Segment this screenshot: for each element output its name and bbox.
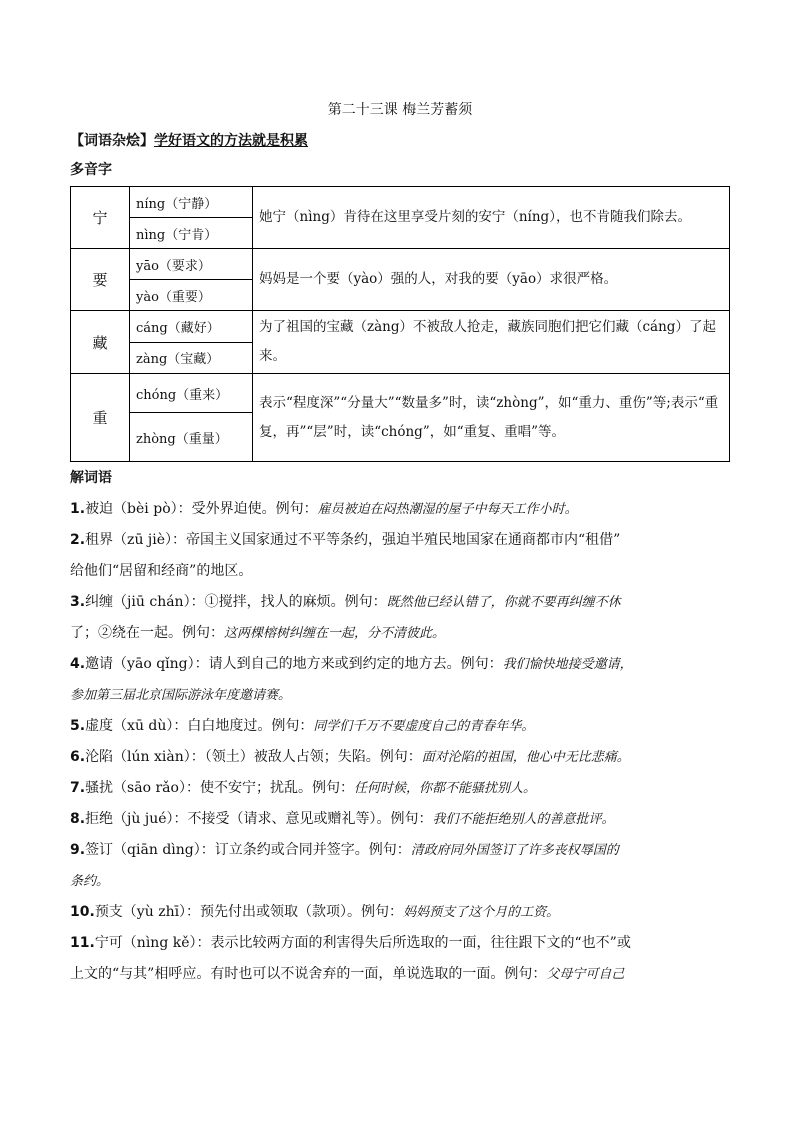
table-row bbox=[71, 311, 730, 343]
item-number: 3. bbox=[70, 594, 86, 610]
list-item bbox=[70, 742, 730, 773]
list-item bbox=[70, 928, 730, 959]
item-definition: 了；②绕在一起。例句： bbox=[70, 625, 224, 641]
item-number: 9. bbox=[70, 842, 86, 858]
poly-char: 重 bbox=[71, 374, 130, 462]
item-number: 7. bbox=[70, 780, 86, 796]
list-item bbox=[70, 587, 730, 618]
table-row bbox=[71, 187, 730, 218]
item-example: 面对沦陷的祖国，他心中无比悲痛。 bbox=[421, 750, 630, 765]
poly-reading: yào（重要） bbox=[130, 280, 253, 311]
item-definition: 纠缠（jiū chán）：①搅拌，找人的麻烦。例句： bbox=[85, 594, 387, 610]
poly-reading: zàng（宝藏） bbox=[130, 342, 253, 374]
item-example: 我们愉快地接受邀请， bbox=[502, 657, 633, 672]
page bbox=[70, 100, 730, 990]
list-item bbox=[70, 525, 730, 556]
list-item bbox=[70, 680, 730, 711]
list-item bbox=[70, 773, 730, 804]
poly-example: 为了祖国的宝藏（zàng）不被敌人抢走，藏族同胞们把它们藏（cáng）了起来。 bbox=[253, 311, 730, 374]
list-item bbox=[70, 711, 730, 742]
item-definition: 拒绝（jù jué）：不接受（请求、意见或赠礼等）。例句： bbox=[85, 811, 433, 827]
item-definition: 沦陷（lún xiàn）：（领土）被敌人占领；失陷。例句： bbox=[85, 749, 422, 765]
list-item bbox=[70, 959, 730, 990]
poly-example: 表示“程度深”“分量大”“数量多”时，读“zhòng”，如“重力、重伤”等;表示“重复，再”“层”时，读“chóng”，如“重复、重唱”等。 bbox=[253, 374, 730, 462]
glossary bbox=[70, 468, 730, 990]
item-example: 妈妈预支了这个月的工资。 bbox=[403, 905, 560, 920]
table-row bbox=[71, 249, 730, 280]
item-number: 1. bbox=[70, 501, 86, 517]
item-number: 4. bbox=[70, 656, 86, 672]
item-example: 参加第三届北京国际游泳年度邀请赛。 bbox=[70, 688, 292, 703]
glossary-list bbox=[70, 494, 730, 990]
poly-reading: cáng（藏好） bbox=[130, 311, 253, 343]
item-definition: 给他们“居留和经商”的地区。 bbox=[70, 563, 253, 579]
item-definition: 宁可（nìng kě）：表示比较两方面的利害得失后所选取的一面，往往跟下文的“也不”或 bbox=[94, 935, 631, 951]
poly-example: 她宁（nìng）肯待在这里享受片刻的安宁（níng），也不肯随我们除去。 bbox=[253, 187, 730, 249]
polyphone-table bbox=[70, 186, 730, 462]
item-example: 父母宁可自己 bbox=[546, 967, 625, 982]
list-item bbox=[70, 835, 730, 866]
item-example: 条约。 bbox=[70, 874, 110, 889]
list-item bbox=[70, 618, 730, 649]
item-example: 同学们千万不要虚度自己的青春年华。 bbox=[313, 719, 535, 734]
item-definition: 邀请（yāo qǐng）：请人到自己的地方来或到约定的地方去。例句： bbox=[85, 656, 503, 672]
item-example: 这两棵榕树纠缠在一起，分不清彼此。 bbox=[224, 626, 446, 641]
item-number: 10. bbox=[70, 904, 95, 920]
item-definition: 被迫（bèi pò）：受外界迫使。例句： bbox=[85, 501, 318, 517]
item-example: 雇员被迫在闷热潮湿的屋子中每天工作小时。 bbox=[317, 502, 578, 517]
list-item bbox=[70, 804, 730, 835]
item-definition: 预支（yù zhī）：预先付出或领取（款项）。例句： bbox=[94, 904, 404, 920]
table-row bbox=[71, 374, 730, 413]
item-definition: 上文的“与其”相呼应。有时也可以不说舍弃的一面，单说选取的一面。例句： bbox=[70, 966, 547, 982]
list-item bbox=[70, 556, 730, 587]
item-example: 我们不能拒绝别人的善意批评。 bbox=[432, 812, 615, 827]
glossary-heading: 解词语 bbox=[70, 470, 112, 486]
item-definition: 签订（qiān dìng）：订立条约或合同并签字。例句： bbox=[85, 842, 411, 858]
item-definition: 虚度（xū dù）：白白地度过。例句： bbox=[85, 718, 314, 734]
banner-bracket: 【词语杂烩】 bbox=[70, 133, 154, 149]
banner bbox=[70, 130, 730, 152]
item-example: 清政府同外国签订了许多丧权辱国的 bbox=[410, 843, 619, 858]
banner-slogan: 学好语文的方法就是积累 bbox=[154, 133, 308, 149]
item-number: 2. bbox=[70, 532, 86, 548]
poly-char: 宁 bbox=[71, 187, 130, 249]
item-number: 11. bbox=[70, 935, 95, 951]
list-item bbox=[70, 649, 730, 680]
item-example: 任何时候，你都不能骚扰别人。 bbox=[353, 781, 536, 796]
poly-reading: níng（宁静） bbox=[130, 187, 253, 218]
poly-char: 要 bbox=[71, 249, 130, 311]
poly-reading: chóng（重来） bbox=[130, 374, 253, 413]
poly-reading: yāo（要求） bbox=[130, 249, 253, 280]
lesson-title: 第二十三课 梅兰芳蓄须 bbox=[327, 102, 473, 118]
list-item bbox=[70, 897, 730, 928]
poly-reading: nìng（宁肯） bbox=[130, 218, 253, 249]
list-item bbox=[70, 866, 730, 897]
poly-reading: zhòng（重量） bbox=[130, 413, 253, 462]
item-number: 6. bbox=[70, 749, 86, 765]
polyphone-heading: 多音字 bbox=[70, 162, 112, 178]
item-example: 既然他已经认错了，你就不要再纠缠不休 bbox=[386, 595, 621, 610]
item-definition: 租界（zū jiè）：帝国主义国家通过不平等条约，强迫半殖民地国家在通商都市内“租借” bbox=[85, 532, 621, 548]
item-number: 5. bbox=[70, 718, 86, 734]
item-number: 8. bbox=[70, 811, 86, 827]
poly-char: 藏 bbox=[71, 311, 130, 374]
poly-example: 妈妈是一个要（yào）强的人，对我的要（yāo）求很严格。 bbox=[253, 249, 730, 311]
list-item bbox=[70, 494, 730, 525]
item-definition: 骚扰（sāo rǎo）：使不安宁；扰乱。例句： bbox=[85, 780, 354, 796]
